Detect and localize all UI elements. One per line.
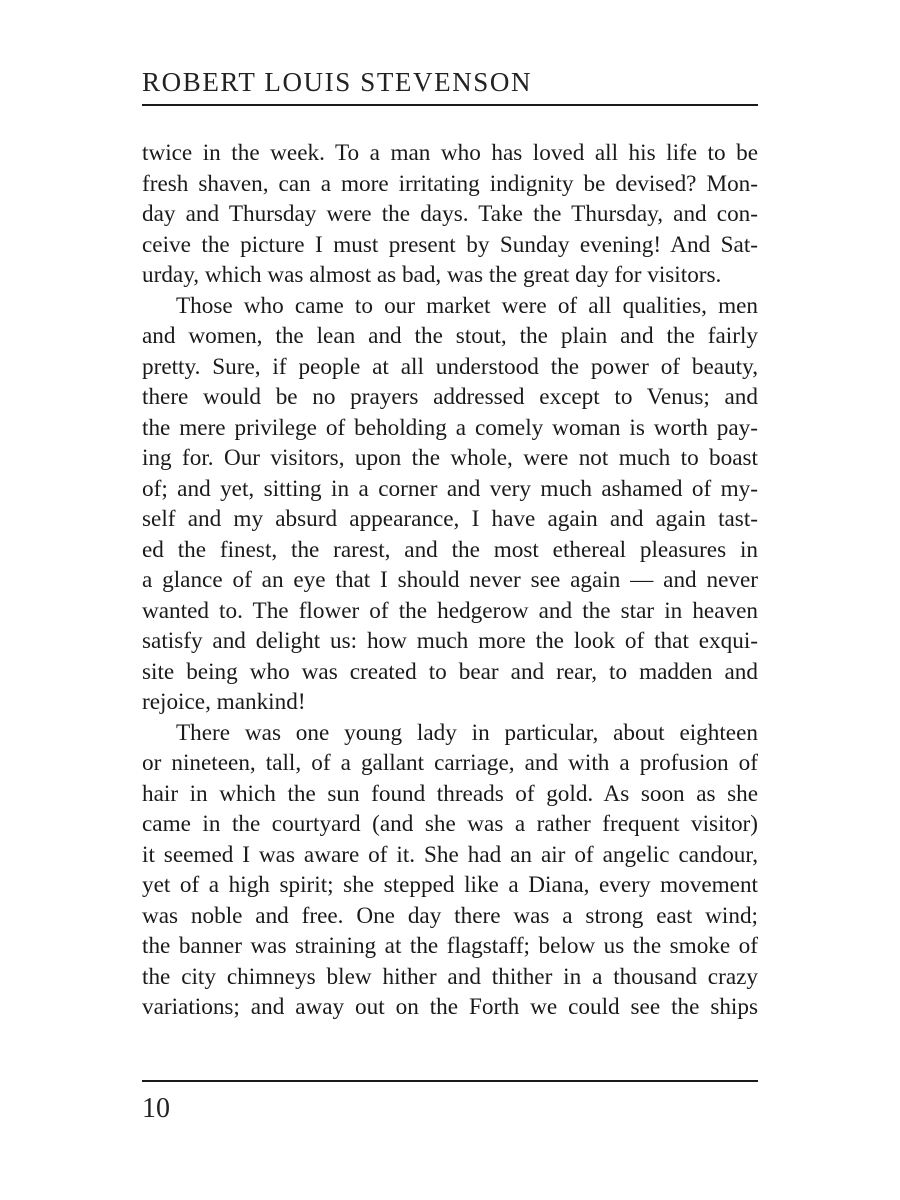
text-line: ed the finest, the rarest, and the most ethereal pleasures in (142, 536, 758, 563)
text-line: and women, the lean and the stout, the plain and the fairly (142, 323, 758, 349)
text-line: self and my absurd appearance, I have again and again tast- (142, 506, 758, 532)
text-line: hair in which the sun found threads of gold. As soon as she (142, 780, 758, 807)
text-line: variations; and away out on the Forth we could see the ships (142, 994, 758, 1020)
text-line: pretty. Sure, if people at all understood the power of beauty, (142, 353, 758, 380)
text-line: Those who came to our market were of all qualities, men (176, 292, 758, 319)
text-line: the banner was straining at the flagstaff; below us the smoke of (142, 933, 758, 959)
text-line: yet of a high spirit; she stepped like a Diana, every movement (142, 872, 758, 898)
text-line: rejoice, mankind! (142, 689, 306, 715)
text-line: it seemed I was aware of it. She had an air of angelic candour, (142, 841, 758, 868)
text-line: or nineteen, tall, of a gallant carriage, and with a profusion of (142, 750, 758, 776)
text-line: of; and yet, sitting in a corner and very much ashamed of my- (142, 475, 758, 502)
text-line: site being who was created to bear and rear, to madden and (142, 658, 758, 685)
paragraph (142, 291, 758, 718)
text-line: urday, which was almost as bad, was the great day for visitors. (142, 262, 722, 288)
text-line: came in the courtyard (and she was a rather frequent visitor) (142, 811, 758, 837)
text-line: ceive the picture I must present by Sunday evening! And Sat- (142, 231, 758, 258)
text-line: ing for. Our visitors, upon the whole, were not much to boast (142, 445, 758, 471)
paragraph (142, 138, 758, 291)
body-text (142, 138, 758, 1023)
text-line: There was one young lady in particular, about eighteen (176, 719, 758, 746)
running-head (142, 64, 758, 106)
running-head-title: ROBERT LOUIS STEVENSON (142, 67, 533, 97)
footer-rule (142, 1080, 758, 1082)
page-number: 10 (142, 1093, 170, 1124)
text-line: a glance of an eye that I should never see again — and never (142, 567, 758, 593)
text-line: the mere privilege of beholding a comely woman is worth pay- (142, 414, 758, 441)
text-line: was noble and free. One day there was a strong east wind; (142, 902, 758, 929)
text-line: day and Thursday were the days. Take the Thursday, and con- (142, 201, 758, 227)
text-line: satisfy and delight us: how much more the look of that exqui- (142, 628, 758, 654)
text-line: wanted to. The flower of the hedgerow and the star in heaven (142, 597, 758, 624)
text-line: fresh shaven, can a more irritating indignity be devised? Mon- (142, 170, 758, 197)
paragraph (142, 718, 758, 1023)
text-line: there would be no prayers addressed except to Venus; and (142, 384, 758, 410)
text-line: the city chimneys blew hither and thither in a thousand crazy (142, 963, 758, 990)
text-line: twice in the week. To a man who has loved all his life to be (142, 140, 758, 166)
